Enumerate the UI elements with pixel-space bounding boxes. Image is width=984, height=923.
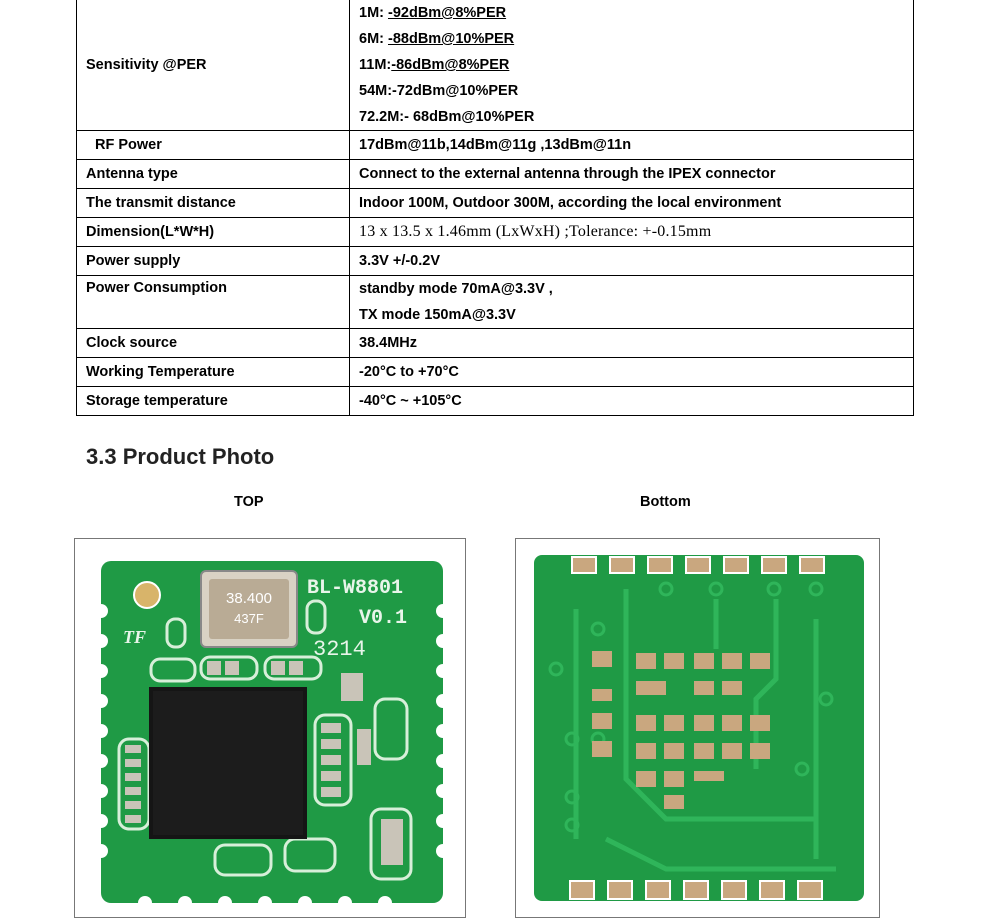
label-sensitivity: Sensitivity @PER bbox=[77, 0, 350, 131]
section-title: 3.3 Product Photo bbox=[86, 444, 275, 469]
top-photo-frame bbox=[74, 538, 466, 918]
table-row bbox=[77, 0, 914, 131]
sensitivity-line: 11M:-86dBm@8%PER bbox=[359, 57, 510, 73]
crystal-text-2: 437F bbox=[234, 611, 264, 626]
bottom-board-image bbox=[516, 539, 879, 917]
value-working-temperature: -20°C to +70°C bbox=[350, 358, 914, 387]
mounting-pad bbox=[134, 582, 160, 608]
label-rf-power: RF Power bbox=[77, 131, 350, 160]
table-row bbox=[77, 387, 914, 416]
label-dimension: Dimension(L*W*H) bbox=[77, 218, 350, 247]
value-power-supply: 3.3V +/-0.2V bbox=[350, 247, 914, 276]
table-row bbox=[77, 358, 914, 387]
silk-model: BL-W8801 bbox=[307, 577, 404, 600]
bottom-photo-frame bbox=[515, 538, 880, 918]
power-consumption-line: standby mode 70mA@3.3V , bbox=[359, 281, 553, 297]
top-board-image bbox=[75, 539, 465, 917]
value-storage-temperature: -40°C ~ +105°C bbox=[350, 387, 914, 416]
table-row bbox=[77, 247, 914, 276]
sensitivity-line: 6M: -88dBm@10%PER bbox=[359, 31, 515, 47]
label-clock-source: Clock source bbox=[77, 329, 350, 358]
label-storage-temperature: Storage temperature bbox=[77, 387, 350, 416]
silk-mark: TF bbox=[123, 627, 147, 647]
value-antenna-type: Connect to the external antenna through the IPEX connector bbox=[350, 160, 914, 189]
value-dimension: 13 x 13.5 x 1.46mm (LxWxH) ;Tolerance: +-0.15mm bbox=[350, 218, 914, 247]
table-row bbox=[77, 131, 914, 160]
photo-label-bottom: Bottom bbox=[640, 494, 691, 510]
spec-table bbox=[76, 0, 914, 416]
value-transmit-distance: Indoor 100M, Outdoor 300M, according the local environment bbox=[350, 189, 914, 218]
table-row bbox=[77, 329, 914, 358]
silk-version: V0.1 bbox=[359, 607, 408, 630]
table-row bbox=[77, 189, 914, 218]
value-clock-source: 38.4MHz bbox=[350, 329, 914, 358]
table-row bbox=[77, 276, 914, 329]
table-row bbox=[77, 218, 914, 247]
label-antenna-type: Antenna type bbox=[77, 160, 350, 189]
label-power-consumption: Power Consumption bbox=[77, 276, 350, 329]
label-working-temperature: Working Temperature bbox=[77, 358, 350, 387]
sensitivity-line: 54M:-72dBm@10%PER bbox=[359, 83, 519, 99]
silk-code: 3214 bbox=[313, 637, 366, 662]
label-power-supply: Power supply bbox=[77, 247, 350, 276]
sensitivity-line: 1M: -92dBm@8%PER bbox=[359, 5, 507, 21]
crystal-text-1: 38.400 bbox=[226, 590, 272, 607]
value-rf-power: 17dBm@11b,14dBm@11g ,13dBm@11n bbox=[350, 131, 914, 160]
power-consumption-line: TX mode 150mA@3.3V bbox=[359, 307, 516, 323]
value-power-consumption bbox=[350, 276, 914, 329]
label-transmit-distance: The transmit distance bbox=[77, 189, 350, 218]
sensitivity-line: 72.2M:- 68dBm@10%PER bbox=[359, 109, 535, 125]
table-row bbox=[77, 160, 914, 189]
photo-label-top: TOP bbox=[234, 494, 264, 510]
value-sensitivity bbox=[350, 0, 914, 131]
